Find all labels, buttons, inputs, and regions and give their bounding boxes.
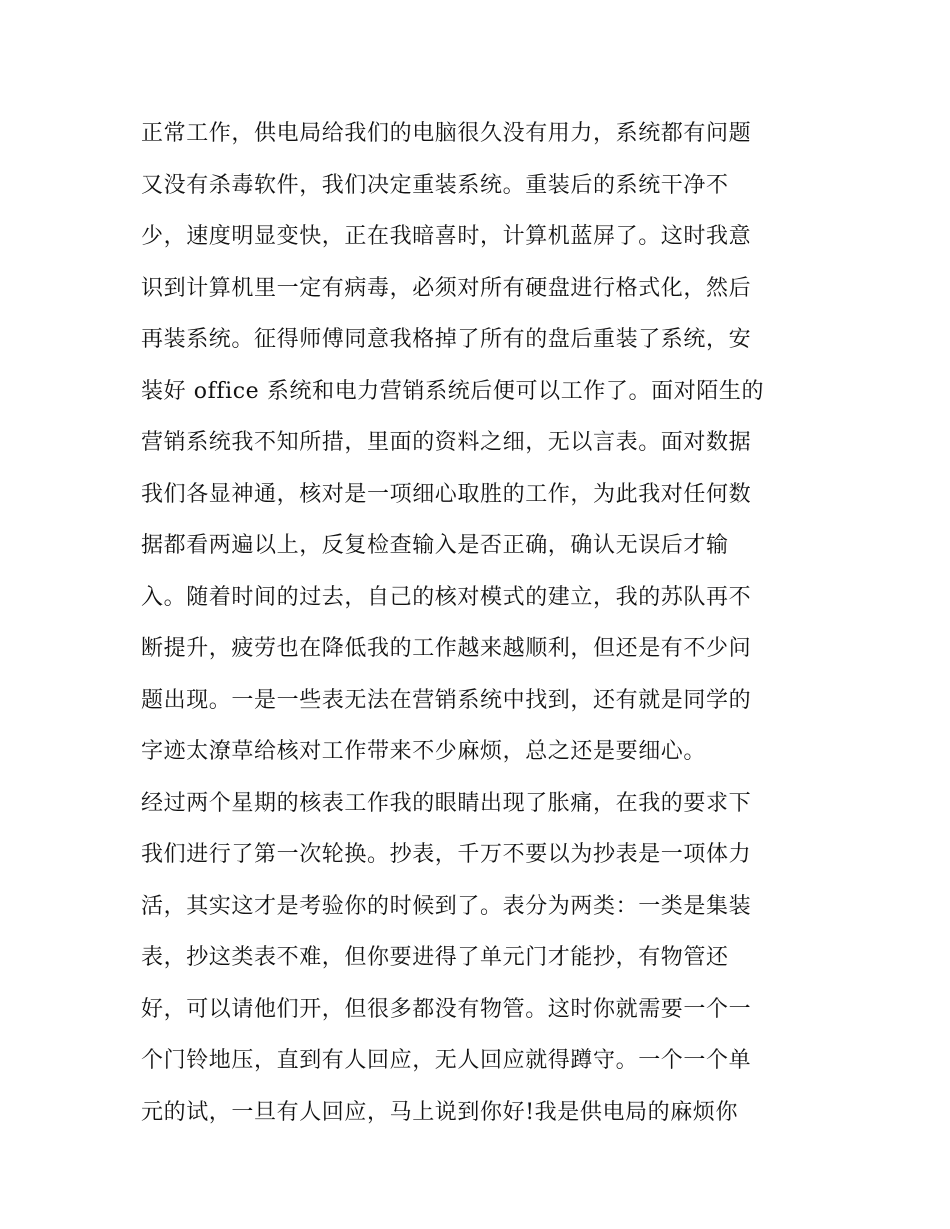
text-line: 营销系统我不知所措，里面的资料之细，无以言表。面对数据 (141, 430, 752, 455)
text-line: 题出现。一是一些表无法在营销系统中找到，还有就是同学的 (141, 687, 752, 713)
text-line: 我们进行了第一次轮换。抄表，千万不要以为抄表是一项体力 (141, 842, 752, 867)
text-line: 识到计算机里一定有病毒，必须对所有硬盘进行格式化，然后 (141, 275, 752, 301)
text-line: 表，抄这类表不难，但你要进得了单元门才能抄，有物管还 (141, 945, 729, 970)
text-line: 据都看两遍以上，反复检查输入是否正确，确认无误后才输 (141, 533, 729, 558)
text-line: 再装系统。征得师傅同意我格掉了所有的盘后重装了系统，安 (141, 327, 752, 352)
text-line: 元的试，一旦有人回应，马上说到你好!我是供电局的麻烦你 (141, 1099, 739, 1125)
text-line: 经过两个星期的核表工作我的眼睛出现了胀痛，在我的要求下 (141, 790, 752, 816)
text-line: 入。随着时间的过去，自己的核对模式的建立，我的苏队再不 (141, 584, 752, 610)
text-line: 装好 office 系统和电力营销系统后便可以工作了。面对陌生的 (141, 378, 765, 404)
text-line: 活，其实这才是考验你的时候到了。表分为两类：一类是集装 (141, 893, 752, 919)
text-line: 少，速度明显变快，正在我暗喜时，计算机蓝屏了。这时我意 (141, 224, 752, 249)
text-line: 好，可以请他们开，但很多都没有物管。这时你就需要一个一 (141, 996, 752, 1022)
text-line: 个门铃地压，直到有人回应，无人回应就得蹲守。一个一个单 (141, 1048, 752, 1073)
text-line: 断提升，疲劳也在降低我的工作越来越顺利，但还是有不少问 (141, 636, 752, 661)
text-line: 正常工作，供电局给我们的电脑很久没有用力，系统都有问题 (141, 121, 752, 146)
text-line: 字迹太潦草给核对工作带来不少麻烦，总之还是要细心。 (141, 739, 707, 764)
text-line: 我们各显神通，核对是一项细心取胜的工作，为此我对任何数 (141, 481, 752, 507)
text-line: 又没有杀毒软件，我们决定重装系统。重装后的系统干净不 (141, 172, 729, 198)
document-body-text (141, 108, 821, 1138)
